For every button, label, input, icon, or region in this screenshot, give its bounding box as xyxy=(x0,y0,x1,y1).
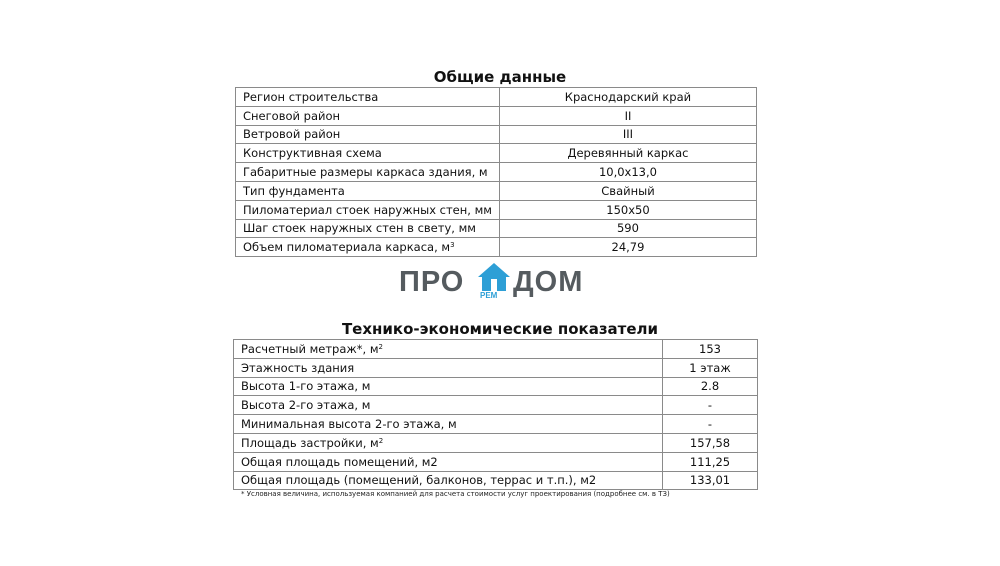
row-label-cell xyxy=(234,452,663,471)
row-label: Тип фундамента xyxy=(243,183,345,198)
row-label: Регион строительства xyxy=(243,89,379,104)
table-row xyxy=(234,377,758,396)
row-label-cell xyxy=(234,358,663,377)
general-data-table xyxy=(235,87,757,257)
table-row xyxy=(236,144,757,163)
unit-exponent: 3 xyxy=(450,241,455,250)
table-row xyxy=(234,471,758,490)
table-row xyxy=(234,396,758,415)
table-row xyxy=(236,88,757,107)
unit-exponent: 2 xyxy=(378,436,384,445)
row-label-cell xyxy=(236,200,500,219)
row-value: 2.8 xyxy=(663,377,758,396)
row-value: - xyxy=(663,415,758,434)
table-row xyxy=(236,238,757,257)
row-label: Этажность здания xyxy=(241,360,355,375)
general-data-title: Общие данные xyxy=(433,68,567,86)
table-row xyxy=(234,340,758,359)
table-row xyxy=(234,452,758,471)
table-row xyxy=(236,106,757,125)
table-row xyxy=(234,415,758,434)
row-label: Конструктивная схема xyxy=(243,146,382,161)
row-label: Объем пиломатериала каркаса, м xyxy=(243,240,451,255)
row-label: Площадь застройки, м xyxy=(241,435,379,450)
row-label-cell xyxy=(234,340,663,359)
row-value: 1 этаж xyxy=(663,358,758,377)
row-label-cell xyxy=(234,377,663,396)
table-row xyxy=(236,181,757,200)
row-value: 133,01 xyxy=(663,471,758,490)
row-label-cell xyxy=(236,125,500,144)
row-value: - xyxy=(663,396,758,415)
row-label-cell xyxy=(236,238,500,257)
table-row xyxy=(236,200,757,219)
table-row xyxy=(234,358,758,377)
footnote: * Условная величина, используемая компанией для расчета стоимости услуг проектирования (подробнее см. в ТЗ) xyxy=(241,490,670,498)
row-label: Высота 1-го этажа, м xyxy=(241,379,371,394)
row-label: Пиломатериал стоек наружных стен, мм xyxy=(243,202,492,217)
row-value: 150x50 xyxy=(499,200,756,219)
row-value: Свайный xyxy=(499,181,756,200)
row-value: II xyxy=(499,106,756,125)
logo-sub-rem: РЕМ xyxy=(480,291,498,300)
tech-indicators-title: Технико-экономические показатели xyxy=(341,320,659,338)
row-value: III xyxy=(499,125,756,144)
row-label: Минимальная высота 2-го этажа, м xyxy=(241,417,457,432)
row-label: Шаг стоек наружных стен в свету, мм xyxy=(243,221,476,236)
row-label-cell xyxy=(234,396,663,415)
table-row xyxy=(236,125,757,144)
row-label-cell xyxy=(236,219,500,238)
row-value: Краснодарский край xyxy=(499,88,756,107)
row-label-cell xyxy=(236,106,500,125)
unit-exponent: 2 xyxy=(378,342,383,351)
row-label: Снеговой район xyxy=(243,108,341,123)
row-label: Общая площадь помещений, м2 xyxy=(241,454,438,469)
tech-indicators-table xyxy=(233,339,758,490)
row-label: Общая площадь (помещений, балконов, террас и т.п.), м2 xyxy=(241,473,597,488)
row-label-cell xyxy=(234,471,663,490)
row-label-cell xyxy=(236,88,500,107)
row-value: 157,58 xyxy=(663,433,758,452)
row-value: 153 xyxy=(663,340,758,359)
row-value: 24,79 xyxy=(499,238,756,257)
row-label: Расчетный метраж*, м xyxy=(241,341,379,356)
table-row xyxy=(234,433,758,452)
row-label-cell xyxy=(234,415,663,434)
row-label-cell xyxy=(236,163,500,182)
row-value: 590 xyxy=(499,219,756,238)
row-label-cell xyxy=(236,181,500,200)
row-value: 10,0x13,0 xyxy=(499,163,756,182)
table-row xyxy=(236,163,757,182)
logo-word-pro: ПРО xyxy=(399,266,465,298)
row-label-cell xyxy=(234,433,663,452)
logo xyxy=(395,260,605,308)
row-label: Габаритные размеры каркаса здания, м xyxy=(243,165,488,180)
row-label-cell xyxy=(236,144,500,163)
logo-word-dom: ДОМ xyxy=(513,266,584,298)
row-label: Высота 2-го этажа, м xyxy=(241,398,371,413)
row-value: Деревянный каркас xyxy=(499,144,756,163)
row-value: 111,25 xyxy=(663,452,758,471)
house-icon xyxy=(477,262,511,292)
row-label: Ветровой район xyxy=(243,127,341,142)
table-row xyxy=(236,219,757,238)
